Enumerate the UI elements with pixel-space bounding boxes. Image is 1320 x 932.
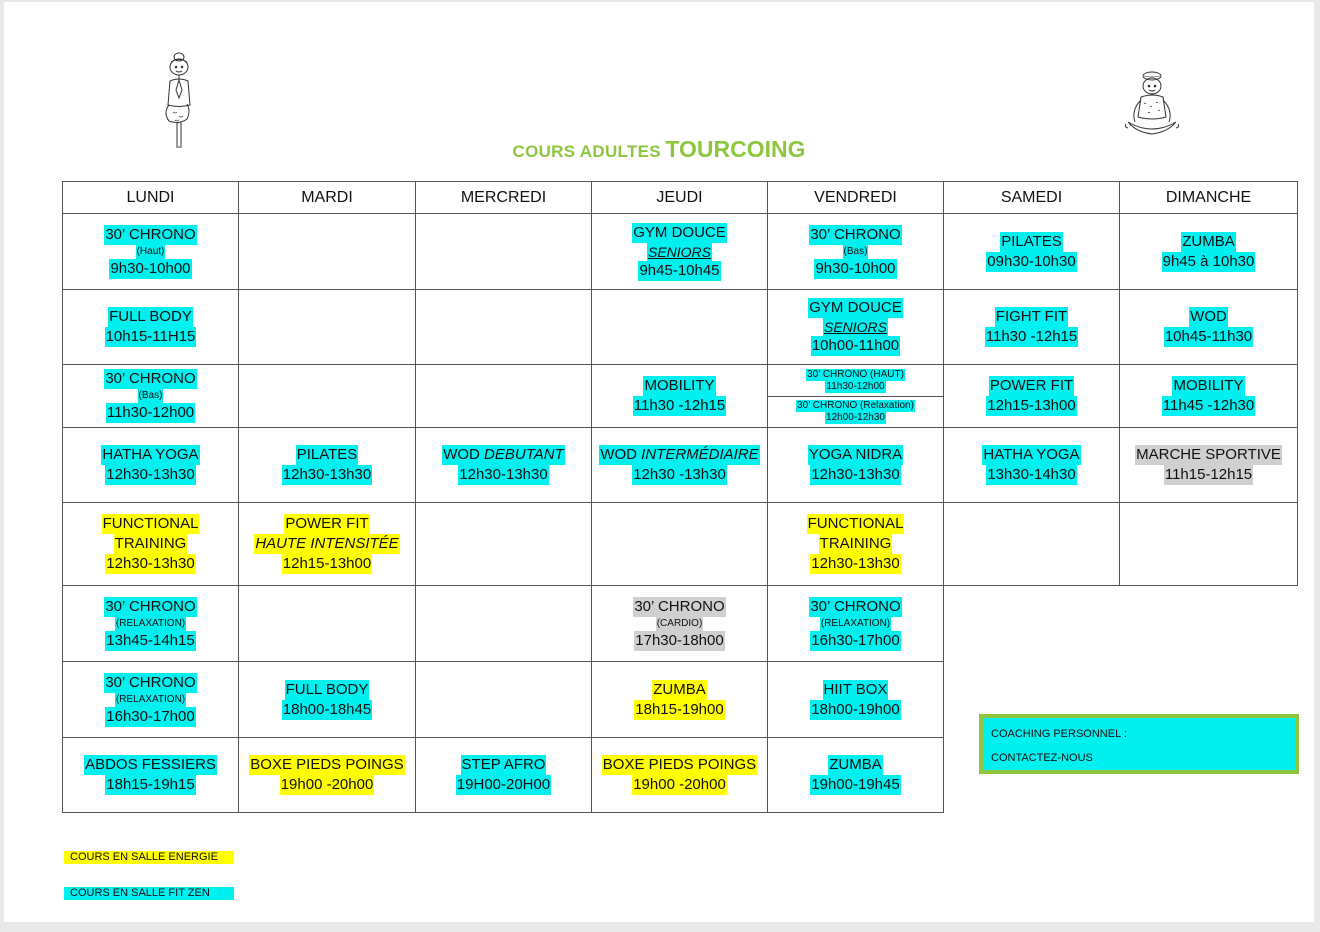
course-slot bbox=[238, 427, 416, 503]
course-name: FULL BODY bbox=[109, 308, 192, 325]
course-slot bbox=[62, 737, 239, 813]
course-name: YOGA NIDRA bbox=[808, 446, 903, 463]
course-slot bbox=[767, 502, 944, 586]
course-time: 12h15-13h00 bbox=[987, 397, 1076, 414]
course-name: PILATES bbox=[296, 446, 358, 463]
course-time: 19h00 -20h00 bbox=[633, 776, 726, 793]
course-detail: SENIORS bbox=[823, 319, 887, 335]
course-slot bbox=[767, 289, 944, 365]
course-level: DEBUTANT bbox=[484, 446, 564, 463]
course-time: 9h45-10h45 bbox=[639, 261, 720, 279]
course-time: 17h30-18h00 bbox=[635, 631, 724, 649]
course-slot bbox=[62, 502, 239, 586]
course-name: MOBILITY bbox=[1173, 377, 1244, 394]
course-level: INTERMÉDIAIRE bbox=[641, 446, 759, 463]
course-name: STEP AFRO bbox=[461, 756, 546, 773]
course-time: 10h45-11h30 bbox=[1164, 328, 1253, 345]
course-time: 11h45 -12h30 bbox=[1162, 397, 1255, 414]
course-slot bbox=[943, 364, 1120, 428]
course-time: 12h30-13h30 bbox=[459, 466, 548, 483]
day-header-vendredi: VENDREDI bbox=[767, 181, 944, 214]
empty-slot bbox=[415, 661, 592, 738]
course-name: FUNCTIONAL bbox=[102, 515, 199, 532]
course-time: 12h15-13h00 bbox=[282, 555, 372, 572]
course-name: ABDOS FESSIERS bbox=[85, 756, 216, 773]
course-time: 18h00-19h00 bbox=[811, 700, 900, 718]
course-name bbox=[442, 445, 565, 465]
empty-slot bbox=[1119, 502, 1298, 586]
course-slot bbox=[238, 502, 416, 586]
course-time: 13h30-14h30 bbox=[987, 466, 1076, 483]
course-time: 18h15-19h15 bbox=[106, 776, 195, 793]
day-header-mardi: MARDI bbox=[238, 181, 416, 214]
course-slot bbox=[767, 661, 944, 738]
title-prefix: COURS ADULTES bbox=[512, 142, 661, 161]
course-name: ZUMBA bbox=[653, 680, 706, 698]
course-name: 30’ CHRONO bbox=[810, 225, 901, 243]
course-name: 30’ CHRONO (HAUT) bbox=[807, 368, 904, 380]
course-detail: (CARDIO) bbox=[656, 617, 703, 629]
course-name: 30’ CHRONO (Relaxation) bbox=[797, 400, 914, 411]
empty-slot bbox=[238, 364, 416, 428]
course-time: 12h30 -13h30 bbox=[633, 466, 726, 483]
course-name: GYM DOUCE bbox=[633, 223, 726, 241]
course-slot bbox=[591, 661, 768, 738]
course-name: POWER FIT bbox=[285, 515, 369, 532]
course-slot bbox=[591, 585, 768, 662]
course-time: 9h45 à 10h30 bbox=[1162, 252, 1255, 270]
day-header-lundi: LUNDI bbox=[62, 181, 239, 214]
course-name: BOXE PIEDS POINGS bbox=[250, 756, 404, 773]
course-slot bbox=[591, 737, 768, 813]
course-slot bbox=[62, 427, 239, 503]
course-name: FIGHT FIT bbox=[995, 308, 1068, 325]
day-header-mercredi: MERCREDI bbox=[415, 181, 592, 214]
course-name: MARCHE SPORTIVE bbox=[1136, 446, 1281, 463]
schedule-page bbox=[4, 2, 1314, 922]
course-time: 12h30-13h30 bbox=[106, 555, 195, 572]
course-time: 11h30 -12h15 bbox=[985, 328, 1078, 345]
empty-slot bbox=[591, 289, 768, 365]
course-time: 9h30-10h00 bbox=[110, 259, 191, 277]
course-time: 12h00-12h30 bbox=[826, 412, 885, 423]
course-slot bbox=[62, 585, 239, 662]
course-name: ZUMBA bbox=[829, 756, 882, 773]
course-sub-slot bbox=[768, 396, 943, 427]
course-time: 9h30-10h00 bbox=[815, 259, 896, 277]
course-name: GYM DOUCE bbox=[809, 299, 902, 316]
course-name: 30’ CHRONO bbox=[105, 597, 196, 615]
title-city: TOURCOING bbox=[665, 136, 806, 162]
course-time: 11h15-12h15 bbox=[1164, 466, 1253, 483]
course-name-line2: TRAINING bbox=[819, 535, 892, 552]
meditation-illustration bbox=[1122, 70, 1182, 140]
course-slot bbox=[1119, 364, 1298, 428]
course-slot bbox=[591, 364, 768, 428]
coaching-contact: CONTACTEZ-NOUS bbox=[991, 752, 1093, 764]
course-slot bbox=[62, 661, 239, 738]
course-time: 13h45-14h15 bbox=[106, 631, 195, 649]
empty-slot bbox=[415, 289, 592, 365]
course-time: 12h30-13h30 bbox=[811, 466, 900, 483]
course-sub-slot bbox=[768, 365, 943, 396]
course-time: 12h30-13h30 bbox=[106, 466, 195, 483]
course-slot bbox=[62, 364, 239, 428]
course-detail: (Bas) bbox=[138, 390, 163, 401]
course-name: 30’ CHRONO bbox=[105, 225, 196, 243]
course-slot bbox=[415, 737, 592, 813]
course-slot bbox=[1119, 289, 1298, 365]
legend-salle-energie: COURS EN SALLE ENERGIE bbox=[64, 851, 234, 864]
course-time: 10h00-11h00 bbox=[811, 337, 900, 354]
course-name: ZUMBA bbox=[1182, 232, 1235, 250]
course-detail: (RELAXATION) bbox=[820, 617, 891, 629]
legend-salle-fit-zen: COURS EN SALLE FIT ZEN bbox=[64, 887, 234, 900]
course-name: 30’ CHRONO bbox=[105, 673, 196, 691]
course-time: 19H00-20H00 bbox=[456, 776, 551, 793]
course-slot bbox=[62, 289, 239, 365]
course-time: 11h30-12h00 bbox=[106, 404, 195, 421]
course-intensity: HAUTE INTENSITÉE bbox=[255, 535, 399, 552]
course-slot bbox=[1119, 427, 1298, 503]
day-header-jeudi: JEUDI bbox=[591, 181, 768, 214]
empty-slot bbox=[415, 364, 592, 428]
course-slot bbox=[1119, 213, 1298, 290]
day-header-dimanche: DIMANCHE bbox=[1119, 181, 1298, 214]
course-slot bbox=[767, 737, 944, 813]
course-time: 19h00 -20h00 bbox=[280, 776, 374, 793]
empty-slot bbox=[238, 289, 416, 365]
course-slot bbox=[767, 213, 944, 290]
course-name: HATHA YOGA bbox=[102, 446, 199, 463]
empty-slot bbox=[943, 502, 1120, 586]
course-detail: (RELAXATION) bbox=[115, 617, 186, 629]
coaching-box bbox=[979, 714, 1299, 774]
course-name: BOXE PIEDS POINGS bbox=[602, 756, 757, 773]
course-slot bbox=[238, 737, 416, 813]
course-detail: SENIORS bbox=[647, 243, 711, 260]
course-time: 09h30-10h30 bbox=[987, 252, 1076, 270]
course-name: FUNCTIONAL bbox=[807, 515, 904, 532]
course-name: MOBILITY bbox=[644, 377, 715, 394]
course-name: WOD bbox=[1190, 308, 1227, 325]
course-name: HATHA YOGA bbox=[983, 446, 1080, 463]
course-name: PILATES bbox=[1001, 232, 1062, 250]
course-slot-split bbox=[767, 364, 944, 428]
empty-slot bbox=[238, 585, 416, 662]
course-name: 30’ CHRONO bbox=[105, 370, 196, 387]
course-detail: (Haut) bbox=[136, 245, 165, 257]
course-slot bbox=[591, 427, 768, 503]
empty-slot bbox=[415, 502, 592, 586]
course-slot bbox=[943, 427, 1120, 503]
course-name: HIIT BOX bbox=[823, 680, 888, 698]
course-name bbox=[599, 445, 759, 465]
course-detail: (RELAXATION) bbox=[115, 693, 186, 705]
course-slot bbox=[62, 213, 239, 290]
empty-slot bbox=[238, 213, 416, 290]
course-time: 16h30-17h00 bbox=[811, 631, 900, 649]
course-slot bbox=[767, 585, 944, 662]
course-time: 12h30-13h30 bbox=[811, 555, 900, 572]
course-name: 30’ CHRONO bbox=[634, 597, 725, 615]
course-time: 11h30-12h00 bbox=[826, 380, 885, 392]
course-slot bbox=[943, 289, 1120, 365]
course-detail: (Bas) bbox=[843, 245, 868, 257]
page-title bbox=[4, 136, 1314, 163]
course-name: FULL BODY bbox=[285, 680, 369, 698]
coaching-title: COACHING PERSONNEL : bbox=[991, 728, 1127, 740]
course-name-main: WOD bbox=[600, 446, 637, 463]
course-slot bbox=[767, 427, 944, 503]
empty-slot bbox=[415, 585, 592, 662]
course-slot bbox=[238, 661, 416, 738]
course-time: 19h00-19h45 bbox=[811, 776, 900, 793]
course-time: 10h15-11H15 bbox=[105, 328, 196, 345]
course-slot bbox=[415, 427, 592, 503]
course-time: 18h00-18h45 bbox=[282, 700, 372, 718]
course-name: 30’ CHRONO bbox=[810, 597, 901, 615]
course-slot bbox=[591, 213, 768, 290]
course-time: 11h30 -12h15 bbox=[633, 397, 726, 414]
course-name: POWER FIT bbox=[989, 377, 1074, 394]
empty-slot bbox=[591, 502, 768, 586]
day-header-samedi: SAMEDI bbox=[943, 181, 1120, 214]
course-time: 12h30-13h30 bbox=[282, 466, 372, 483]
course-time: 18h15-19h00 bbox=[635, 700, 724, 718]
empty-slot bbox=[415, 213, 592, 290]
course-slot bbox=[943, 213, 1120, 290]
course-name-main: WOD bbox=[443, 446, 480, 463]
course-name-line2: TRAINING bbox=[114, 535, 187, 552]
course-time: 16h30-17h00 bbox=[106, 707, 195, 725]
